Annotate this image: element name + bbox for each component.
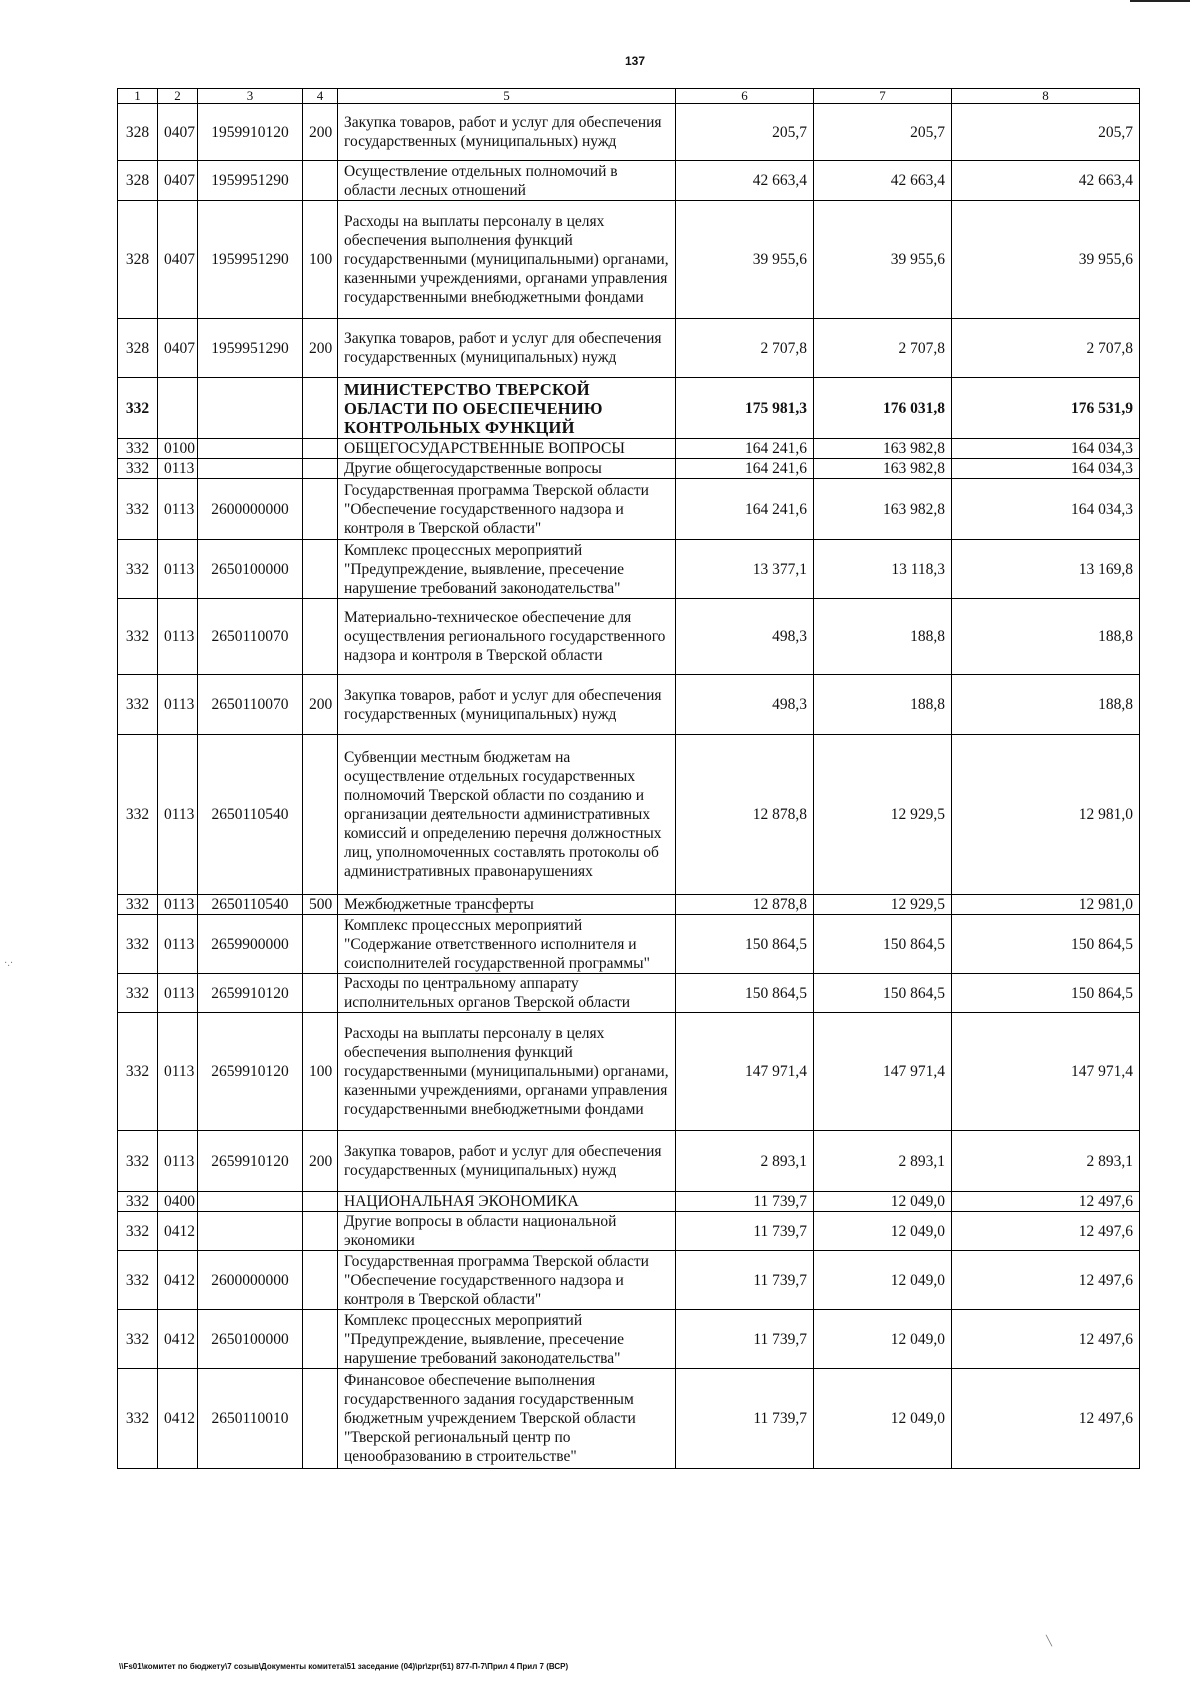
row-admin-code: 332 xyxy=(118,459,158,479)
row-value-2026: 12 981,0 xyxy=(952,735,1140,895)
row-expense-type xyxy=(303,974,338,1013)
table-row xyxy=(118,439,1140,459)
row-value-2025: 13 118,3 xyxy=(814,540,952,599)
table-row xyxy=(118,675,1140,735)
table-row xyxy=(118,378,1140,439)
row-expense-type xyxy=(303,479,338,540)
row-expense-type xyxy=(303,1192,338,1212)
row-value-2024: 11 739,7 xyxy=(676,1192,814,1212)
row-section-code: 0412 xyxy=(158,1310,198,1369)
row-value-2025: 12 929,5 xyxy=(814,735,952,895)
row-admin-code: 332 xyxy=(118,378,158,439)
column-number-row xyxy=(118,89,1140,104)
row-target-article: 2650110070 xyxy=(198,675,303,735)
row-section-code: 0113 xyxy=(158,459,198,479)
row-section-code: 0113 xyxy=(158,895,198,915)
row-value-2025: 12 049,0 xyxy=(814,1251,952,1310)
row-target-article xyxy=(198,1192,303,1212)
column-header: 6 xyxy=(676,89,814,104)
row-admin-code: 332 xyxy=(118,439,158,459)
row-value-2026: 164 034,3 xyxy=(952,439,1140,459)
row-expense-type xyxy=(303,459,338,479)
row-expense-type xyxy=(303,1369,338,1469)
row-value-2026: 12 497,6 xyxy=(952,1212,1140,1251)
row-value-2025: 176 031,8 xyxy=(814,378,952,439)
column-header: 2 xyxy=(158,89,198,104)
footer-file-path: \\Fs01\комитет по бюджету\7 созыв\Документы комитета\51 заседание (04)\pr\zpr(51) 877-П-7\Прил 4 Прил 7 (ВСР) xyxy=(119,1662,569,1671)
row-expense-type: 200 xyxy=(303,104,338,161)
row-value-2025: 2 707,8 xyxy=(814,319,952,378)
row-expense-type xyxy=(303,1310,338,1369)
row-description: Комплекс процессных мероприятий "Предупреждение, выявление, пресечение нарушение требований законодательства" xyxy=(338,1310,676,1369)
row-value-2024: 11 739,7 xyxy=(676,1251,814,1310)
row-admin-code: 332 xyxy=(118,735,158,895)
row-value-2024: 205,7 xyxy=(676,104,814,161)
row-expense-type xyxy=(303,439,338,459)
row-target-article: 2650110070 xyxy=(198,599,303,675)
row-target-article: 1959951290 xyxy=(198,161,303,201)
row-target-article xyxy=(198,1212,303,1251)
row-admin-code: 332 xyxy=(118,1310,158,1369)
row-description: МИНИСТЕРСТВО ТВЕРСКОЙ ОБЛАСТИ ПО ОБЕСПЕЧЕНИЮ КОНТРОЛЬНЫХ ФУНКЦИЙ xyxy=(338,378,676,439)
row-value-2024: 2 707,8 xyxy=(676,319,814,378)
row-value-2026: 12 981,0 xyxy=(952,895,1140,915)
row-value-2026: 42 663,4 xyxy=(952,161,1140,201)
row-value-2024: 498,3 xyxy=(676,675,814,735)
row-value-2024: 12 878,8 xyxy=(676,895,814,915)
row-value-2025: 12 049,0 xyxy=(814,1192,952,1212)
row-expense-type: 200 xyxy=(303,675,338,735)
row-value-2026: 188,8 xyxy=(952,599,1140,675)
row-value-2025: 12 929,5 xyxy=(814,895,952,915)
scan-artifact: ╲ xyxy=(1046,1636,1053,1647)
page-number: 137 xyxy=(624,54,646,68)
row-section-code: 0113 xyxy=(158,599,198,675)
row-description: Субвенции местным бюджетам на осуществление отдельных государственных полномочий Тверской области по созданию и организации деятельности административных комиссий и определению перечня должностных лиц, уполномоченных составлять протоколы об административных правонарушениях xyxy=(338,735,676,895)
table-row xyxy=(118,1369,1140,1469)
column-header: 4 xyxy=(303,89,338,104)
row-target-article: 2650100000 xyxy=(198,1310,303,1369)
table-row xyxy=(118,1013,1140,1131)
row-target-article xyxy=(198,439,303,459)
row-target-article: 1959951290 xyxy=(198,201,303,319)
row-admin-code: 332 xyxy=(118,974,158,1013)
row-value-2026: 164 034,3 xyxy=(952,479,1140,540)
row-expense-type xyxy=(303,540,338,599)
row-section-code: 0113 xyxy=(158,915,198,974)
row-expense-type xyxy=(303,161,338,201)
row-value-2025: 42 663,4 xyxy=(814,161,952,201)
row-value-2024: 42 663,4 xyxy=(676,161,814,201)
column-header: 5 xyxy=(338,89,676,104)
budget-table xyxy=(117,88,1140,1469)
row-expense-type xyxy=(303,915,338,974)
row-target-article xyxy=(198,459,303,479)
row-value-2025: 2 893,1 xyxy=(814,1131,952,1192)
row-value-2025: 147 971,4 xyxy=(814,1013,952,1131)
table-row xyxy=(118,1310,1140,1369)
row-admin-code: 332 xyxy=(118,895,158,915)
row-value-2024: 150 864,5 xyxy=(676,915,814,974)
row-description: НАЦИОНАЛЬНАЯ ЭКОНОМИКА xyxy=(338,1192,676,1212)
row-value-2024: 2 893,1 xyxy=(676,1131,814,1192)
row-description: Осуществление отдельных полномочий в области лесных отношений xyxy=(338,161,676,201)
row-section-code: 0100 xyxy=(158,439,198,459)
row-target-article: 2659900000 xyxy=(198,915,303,974)
column-header: 7 xyxy=(814,89,952,104)
row-description: Закупка товаров, работ и услуг для обеспечения государственных (муниципальных) нужд xyxy=(338,1131,676,1192)
row-section-code: 0113 xyxy=(158,974,198,1013)
row-value-2024: 164 241,6 xyxy=(676,439,814,459)
column-header: 1 xyxy=(118,89,158,104)
table-row xyxy=(118,1192,1140,1212)
table-row xyxy=(118,735,1140,895)
row-admin-code: 332 xyxy=(118,1369,158,1469)
row-target-article: 2650110540 xyxy=(198,895,303,915)
row-expense-type xyxy=(303,599,338,675)
row-section-code: 0407 xyxy=(158,161,198,201)
row-value-2026: 12 497,6 xyxy=(952,1369,1140,1469)
row-expense-type: 200 xyxy=(303,1131,338,1192)
row-admin-code: 332 xyxy=(118,675,158,735)
row-section-code: 0113 xyxy=(158,735,198,895)
table-body xyxy=(118,104,1140,1469)
row-description: Государственная программа Тверской области "Обеспечение государственного надзора и контроля в Тверской области" xyxy=(338,479,676,540)
table-row xyxy=(118,1212,1140,1251)
row-value-2024: 164 241,6 xyxy=(676,479,814,540)
row-section-code: 0412 xyxy=(158,1212,198,1251)
row-value-2024: 13 377,1 xyxy=(676,540,814,599)
row-target-article: 2659910120 xyxy=(198,974,303,1013)
row-target-article xyxy=(198,378,303,439)
row-value-2025: 205,7 xyxy=(814,104,952,161)
row-section-code: 0113 xyxy=(158,1013,198,1131)
row-value-2026: 12 497,6 xyxy=(952,1251,1140,1310)
row-value-2026: 39 955,6 xyxy=(952,201,1140,319)
row-value-2026: 2 893,1 xyxy=(952,1131,1140,1192)
row-value-2026: 188,8 xyxy=(952,675,1140,735)
row-description: Комплекс процессных мероприятий "Содержание ответственного исполнителя и соисполнителей государственной программы" xyxy=(338,915,676,974)
row-target-article: 2650100000 xyxy=(198,540,303,599)
row-value-2026: 150 864,5 xyxy=(952,974,1140,1013)
row-value-2024: 150 864,5 xyxy=(676,974,814,1013)
row-admin-code: 332 xyxy=(118,1251,158,1310)
row-section-code: 0113 xyxy=(158,540,198,599)
row-admin-code: 328 xyxy=(118,319,158,378)
column-header: 8 xyxy=(952,89,1140,104)
row-admin-code: 332 xyxy=(118,1013,158,1131)
row-admin-code: 332 xyxy=(118,915,158,974)
table-row xyxy=(118,319,1140,378)
scan-corner-mark xyxy=(1130,0,1190,2)
row-value-2025: 150 864,5 xyxy=(814,974,952,1013)
row-value-2024: 11 739,7 xyxy=(676,1310,814,1369)
row-section-code: 0400 xyxy=(158,1192,198,1212)
table-row xyxy=(118,895,1140,915)
row-section-code: 0113 xyxy=(158,1131,198,1192)
row-value-2025: 188,8 xyxy=(814,675,952,735)
table-row xyxy=(118,104,1140,161)
row-admin-code: 332 xyxy=(118,1131,158,1192)
row-value-2024: 11 739,7 xyxy=(676,1369,814,1469)
row-description: Государственная программа Тверской области "Обеспечение государственного надзора и контроля в Тверской области" xyxy=(338,1251,676,1310)
row-section-code: 0412 xyxy=(158,1251,198,1310)
table-row xyxy=(118,1131,1140,1192)
row-target-article: 1959951290 xyxy=(198,319,303,378)
table-row xyxy=(118,540,1140,599)
row-section-code: 0412 xyxy=(158,1369,198,1469)
row-value-2024: 164 241,6 xyxy=(676,459,814,479)
row-admin-code: 332 xyxy=(118,599,158,675)
row-target-article: 1959910120 xyxy=(198,104,303,161)
row-expense-type: 100 xyxy=(303,1013,338,1131)
row-admin-code: 328 xyxy=(118,201,158,319)
row-value-2025: 188,8 xyxy=(814,599,952,675)
row-expense-type: 100 xyxy=(303,201,338,319)
row-value-2024: 11 739,7 xyxy=(676,1212,814,1251)
row-value-2026: 150 864,5 xyxy=(952,915,1140,974)
row-description: Другие вопросы в области национальной экономики xyxy=(338,1212,676,1251)
row-value-2025: 150 864,5 xyxy=(814,915,952,974)
row-expense-type xyxy=(303,378,338,439)
row-value-2024: 147 971,4 xyxy=(676,1013,814,1131)
row-description: Закупка товаров, работ и услуг для обеспечения государственных (муниципальных) нужд xyxy=(338,104,676,161)
scan-artifact: ·.· xyxy=(4,958,14,969)
row-section-code: 0407 xyxy=(158,201,198,319)
row-value-2025: 12 049,0 xyxy=(814,1310,952,1369)
row-description: Межбюджетные трансферты xyxy=(338,895,676,915)
row-value-2025: 163 982,8 xyxy=(814,479,952,540)
row-section-code xyxy=(158,378,198,439)
row-value-2026: 147 971,4 xyxy=(952,1013,1140,1131)
row-admin-code: 332 xyxy=(118,1212,158,1251)
table-row xyxy=(118,201,1140,319)
row-value-2025: 163 982,8 xyxy=(814,459,952,479)
row-description: Расходы на выплаты персоналу в целях обеспечения выполнения функций государственными (муниципальными) органами, казенными учреждениями, органами управления государственными внебюджетными фондами xyxy=(338,1013,676,1131)
row-value-2025: 12 049,0 xyxy=(814,1369,952,1469)
row-target-article: 2650110540 xyxy=(198,735,303,895)
row-value-2025: 12 049,0 xyxy=(814,1212,952,1251)
row-value-2026: 164 034,3 xyxy=(952,459,1140,479)
row-value-2025: 163 982,8 xyxy=(814,439,952,459)
row-value-2024: 175 981,3 xyxy=(676,378,814,439)
row-target-article: 2650110010 xyxy=(198,1369,303,1469)
row-value-2026: 2 707,8 xyxy=(952,319,1140,378)
column-header: 3 xyxy=(198,89,303,104)
row-expense-type xyxy=(303,735,338,895)
table-row xyxy=(118,915,1140,974)
row-description: Закупка товаров, работ и услуг для обеспечения государственных (муниципальных) нужд xyxy=(338,319,676,378)
row-admin-code: 332 xyxy=(118,479,158,540)
row-value-2026: 12 497,6 xyxy=(952,1310,1140,1369)
row-admin-code: 328 xyxy=(118,104,158,161)
table-row xyxy=(118,479,1140,540)
row-admin-code: 332 xyxy=(118,1192,158,1212)
row-target-article: 2600000000 xyxy=(198,1251,303,1310)
row-expense-type: 500 xyxy=(303,895,338,915)
row-value-2026: 12 497,6 xyxy=(952,1192,1140,1212)
row-value-2026: 205,7 xyxy=(952,104,1140,161)
row-value-2024: 39 955,6 xyxy=(676,201,814,319)
row-expense-type xyxy=(303,1251,338,1310)
table-row xyxy=(118,161,1140,201)
table-row xyxy=(118,459,1140,479)
row-admin-code: 332 xyxy=(118,540,158,599)
row-description: Финансовое обеспечение выполнения государственного задания государственным бюджетным учреждением Тверской области "Тверской региональный центр по ценообразованию в строительстве" xyxy=(338,1369,676,1469)
row-description: Материально-техническое обеспечение для осуществления регионального государственного надзора и контроля в Тверской области xyxy=(338,599,676,675)
table-row xyxy=(118,1251,1140,1310)
row-description: Комплекс процессных мероприятий "Предупреждение, выявление, пресечение нарушение требований законодательства" xyxy=(338,540,676,599)
row-target-article: 2659910120 xyxy=(198,1131,303,1192)
row-section-code: 0407 xyxy=(158,104,198,161)
row-value-2024: 498,3 xyxy=(676,599,814,675)
row-value-2025: 39 955,6 xyxy=(814,201,952,319)
row-section-code: 0113 xyxy=(158,479,198,540)
row-description: Закупка товаров, работ и услуг для обеспечения государственных (муниципальных) нужд xyxy=(338,675,676,735)
row-target-article: 2659910120 xyxy=(198,1013,303,1131)
row-description: ОБЩЕГОСУДАРСТВЕННЫЕ ВОПРОСЫ xyxy=(338,439,676,459)
row-target-article: 2600000000 xyxy=(198,479,303,540)
row-value-2026: 176 531,9 xyxy=(952,378,1140,439)
row-description: Расходы на выплаты персоналу в целях обеспечения выполнения функций государственными (муниципальными) органами, казенными учреждениями, органами управления государственными внебюджетными фондами xyxy=(338,201,676,319)
row-description: Расходы по центральному аппарату исполнительных органов Тверской области xyxy=(338,974,676,1013)
row-value-2024: 12 878,8 xyxy=(676,735,814,895)
row-expense-type xyxy=(303,1212,338,1251)
row-description: Другие общегосударственные вопросы xyxy=(338,459,676,479)
table-row xyxy=(118,974,1140,1013)
row-section-code: 0407 xyxy=(158,319,198,378)
table-row xyxy=(118,599,1140,675)
row-expense-type: 200 xyxy=(303,319,338,378)
row-value-2026: 13 169,8 xyxy=(952,540,1140,599)
row-section-code: 0113 xyxy=(158,675,198,735)
row-admin-code: 328 xyxy=(118,161,158,201)
